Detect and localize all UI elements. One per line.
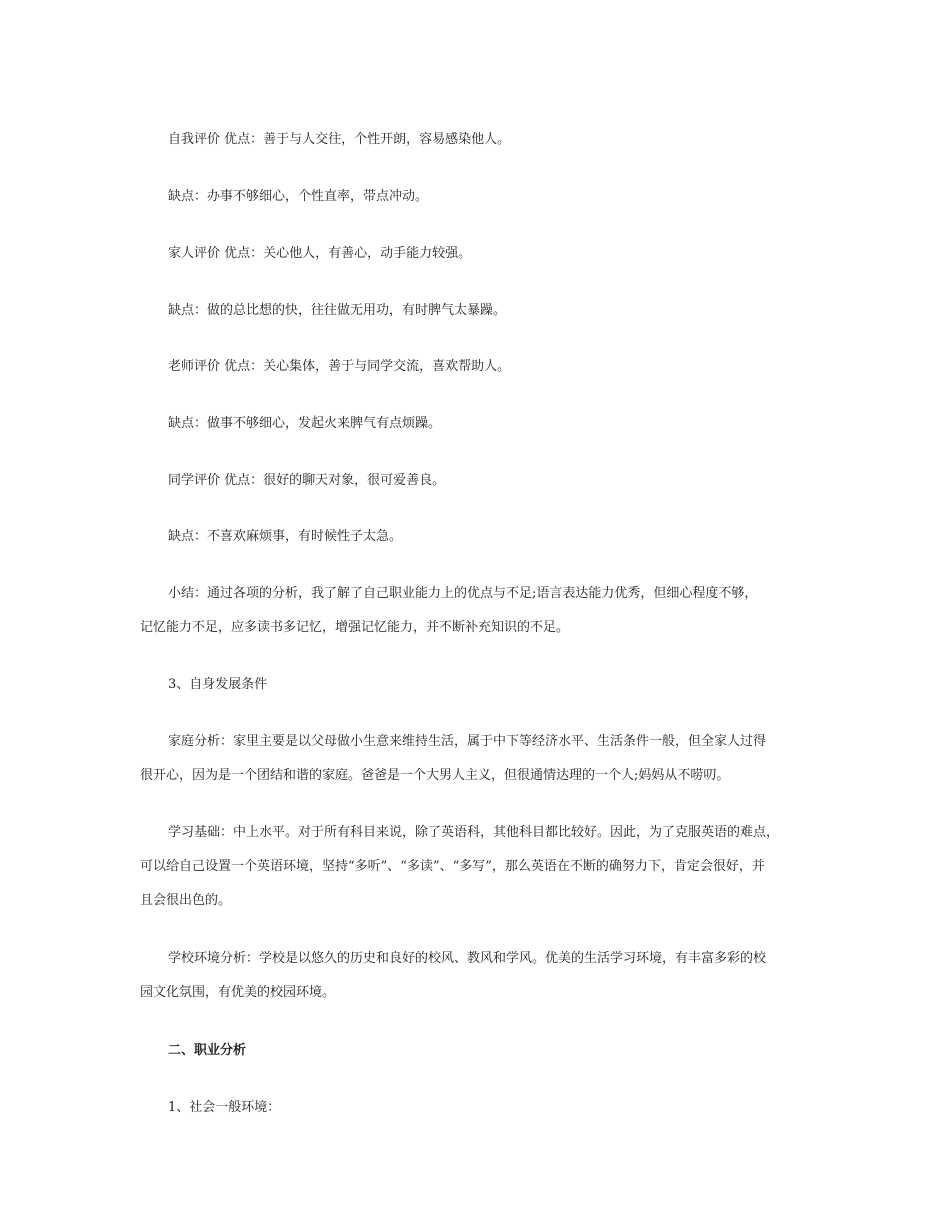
- self-evaluation-strengths: [140, 123, 830, 157]
- paragraph-line: 可以给自己设置一个英语环境，坚持“多听”、“多读”、“多写”，那么英语在不断的确努力下，肯定会很好，并: [140, 859, 765, 874]
- paragraph-line: 二、职业分析: [168, 1043, 247, 1058]
- family-evaluation-weaknesses: [140, 294, 830, 328]
- paragraph-line: 园文化氛围，有优美的校园环境。: [140, 985, 336, 1000]
- paragraph-line: 且会很出色的。: [140, 893, 232, 908]
- section-heading-career-analysis: [140, 1034, 830, 1068]
- school-environment-paragraph: [140, 942, 830, 1010]
- study-foundation-paragraph: [140, 816, 830, 918]
- summary-paragraph: [140, 577, 830, 645]
- paragraph-line: 家庭分析：家里主要是以父母做小生意来维持生活，属于中下等经济水平、生活条件一般，但全家人过得: [168, 734, 767, 749]
- paragraph-line: 缺点：不喜欢麻烦事，有时候性子太急。: [168, 529, 403, 544]
- teacher-evaluation-strengths: [140, 350, 830, 384]
- paragraph-line: 缺点：办事不够细心，个性直率，带点冲动。: [168, 189, 429, 204]
- paragraph-line: 小结：通过各项的分析，我了解了自己职业能力上的优点与不足;语言表达能力优秀，但细心程度不够，: [168, 586, 758, 601]
- classmate-evaluation-strengths: [140, 464, 830, 498]
- paragraph-line: 自我评价 优点：善于与人交往，个性开朗，容易感染他人。: [168, 132, 511, 147]
- self-evaluation-weaknesses: [140, 180, 830, 214]
- paragraph-line: 家人评价 优点：关心他人，有善心，动手能力较强。: [168, 246, 472, 261]
- paragraph-line: 同学评价 优点：很好的聊天对象，很可爱善良。: [168, 473, 446, 488]
- paragraph-line: 缺点：做事不够细心，发起火来脾气有点烦躁。: [168, 416, 442, 431]
- paragraph-line: 缺点：做的总比想的快，往往做无用功，有时脾气太暴躁。: [168, 303, 507, 318]
- paragraph-line: 学校环境分析：学校是以悠久的历史和良好的校风、教风和学风。优美的生活学习环境，有丰富多彩的校: [168, 951, 767, 966]
- section-heading-self-development: [140, 668, 830, 702]
- family-evaluation-strengths: [140, 237, 830, 271]
- paragraph-line: 很开心，因为是一个团结和谐的家庭。爸爸是一个大男人主义，但很通情达理的一个人;妈妈从不唠叨。: [140, 768, 730, 783]
- paragraph-line: 老师评价 优点：关心集体，善于与同学交流，喜欢帮助人。: [168, 359, 511, 374]
- section-heading-social-environment: [140, 1091, 830, 1125]
- family-analysis-paragraph: [140, 725, 830, 793]
- classmate-evaluation-weaknesses: [140, 520, 830, 554]
- paragraph-line: 学习基础：中上水平。对于所有科目来说，除了英语科，其他科目都比较好。因此，为了克服英语的难点，: [168, 825, 780, 840]
- teacher-evaluation-weaknesses: [140, 407, 830, 441]
- paragraph-line: 1、社会一般环境：: [168, 1100, 281, 1115]
- paragraph-line: 记忆能力不足，应多读书多记忆，增强记忆能力，并不断补充知识的不足。: [140, 620, 570, 635]
- paragraph-line: 3、自身发展条件: [168, 677, 268, 692]
